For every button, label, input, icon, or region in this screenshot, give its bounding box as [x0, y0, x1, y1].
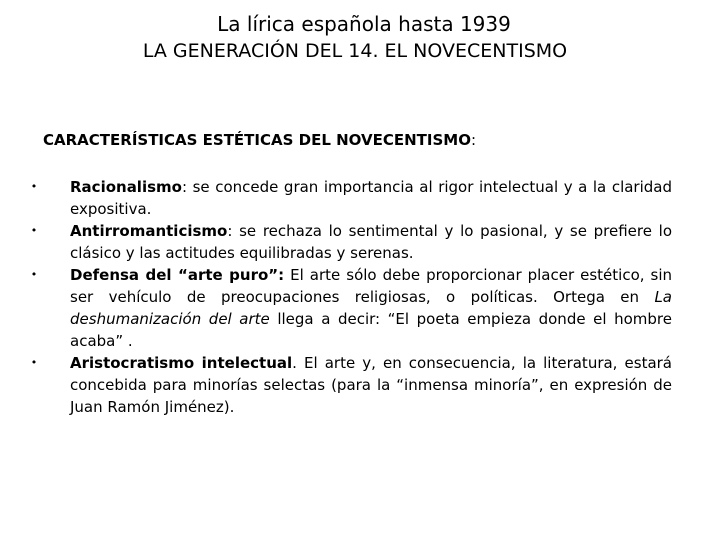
section-heading-text: CARACTERÍSTICAS ESTÉTICAS DEL NOVECENTISMO	[43, 131, 471, 149]
bullet-icon: •	[30, 224, 38, 237]
item-text: El arte sólo debe proporcionar placer estético, sin ser vehículo de preocupaciones religiosas, o políticas. Ortega en	[70, 266, 672, 306]
item-text: : se rechaza lo sentimental y lo pasional, y se prefiere lo clásico y las actitudes equilibradas y serenas.	[70, 222, 672, 262]
characteristics-list	[30, 176, 672, 418]
item-text-continued: llega a decir: “El poeta empieza donde el hombre acaba” .	[70, 310, 672, 350]
bullet-icon: •	[30, 180, 38, 193]
bullet-icon: •	[30, 268, 38, 281]
section-heading-colon: :	[470, 131, 477, 149]
list-item-antirromanticismo	[30, 220, 672, 264]
slide-subtitle: LA GENERACIÓN DEL 14. EL NOVECENTISMO	[142, 40, 568, 62]
slide-title	[0, 10, 720, 64]
item-term: Antirromanticismo	[70, 222, 228, 240]
bullet-icon: •	[30, 356, 38, 369]
item-text: : se concede gran importancia al rigor intelectual y a la claridad expositiva.	[70, 178, 672, 218]
slide-body	[30, 130, 672, 418]
slide-title-line1: La lírica española hasta 1939	[217, 12, 511, 36]
list-item-racionalismo	[30, 176, 672, 220]
item-term: Racionalismo	[70, 178, 182, 196]
list-item-arte-puro	[30, 264, 672, 352]
item-term: Aristocratismo intelectual	[70, 354, 293, 372]
item-term: Defensa del “arte puro”:	[70, 266, 285, 284]
list-item-aristocratismo	[30, 352, 672, 418]
book-title: La deshumanización del arte	[70, 288, 672, 328]
section-heading	[43, 130, 672, 150]
item-text: . El arte y, en consecuencia, la literatura, estará concebida para minorías selectas (para la “inmensa minoría”, en expresión de Juan Ramón Jiménez).	[70, 354, 672, 416]
